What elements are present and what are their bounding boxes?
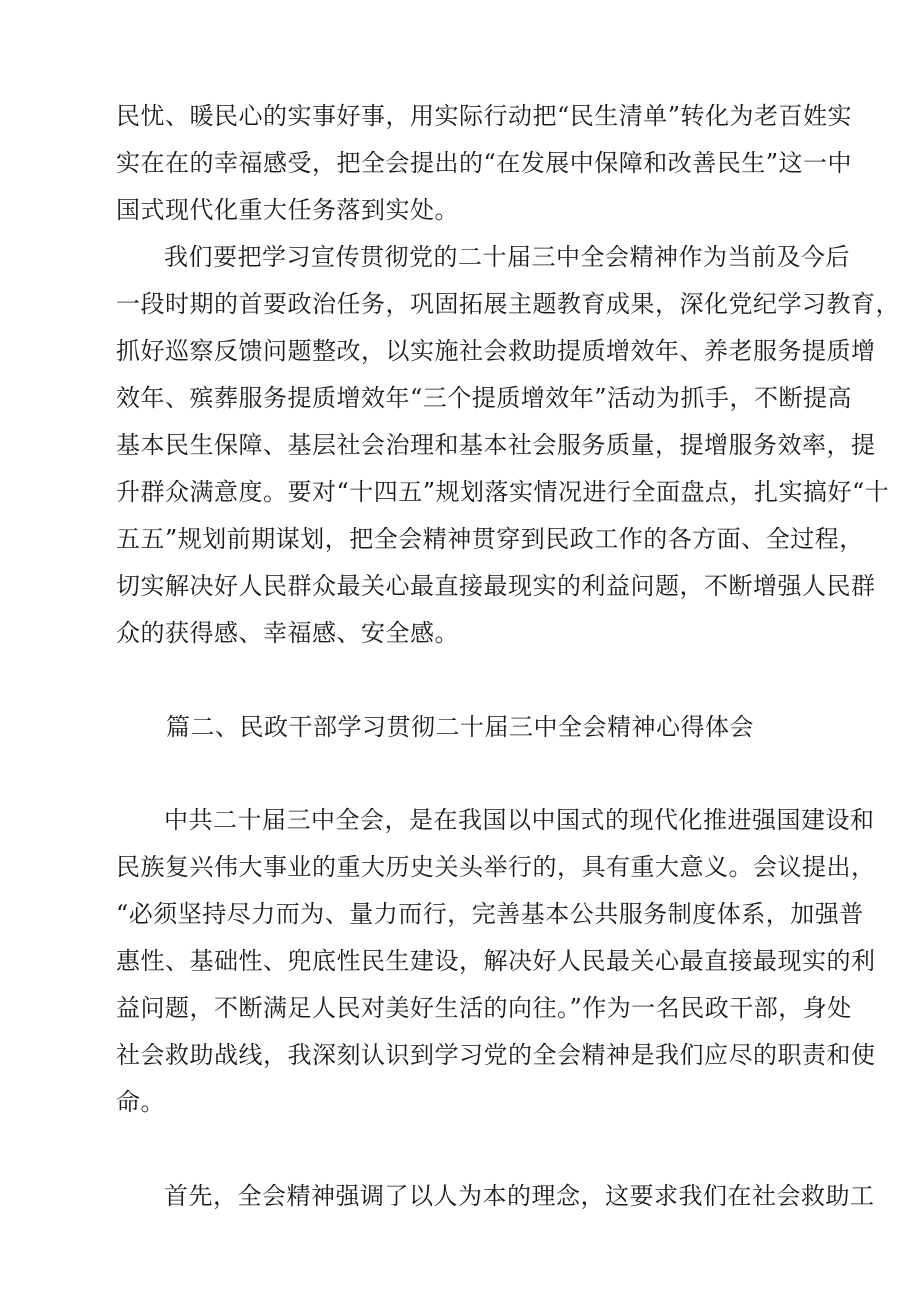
paragraph-line: 首先，全会精神强调了以人为本的理念，这要求我们在社会救助工 [164, 1182, 875, 1210]
paragraph-line: 惠性、基础性、兜底性民生建设，解决好人民最关心最直接最现实的利 [116, 947, 876, 975]
paragraph-line: 实在在的幸福感受，把全会提出的“在发展中保障和改善民生”这一中 [116, 149, 853, 177]
paragraph-line: 益问题，不断满足人民对美好生活的向往。”作为一名民政干部，身处 [116, 994, 852, 1022]
paragraph-line: 五五”规划前期谋划，把全会精神贯穿到民政工作的各方面、全过程， [116, 525, 864, 553]
paragraph-line: 抓好巡察反馈问题整改，以实施社会救助提质增效年、养老服务提质增 [116, 337, 876, 365]
paragraph-line: 民忧、暖民心的实事好事，用实际行动把“民生清单”转化为老百姓实 [116, 102, 853, 130]
paragraph-line: 升群众满意度。要对“十四五”规划落实情况进行全面盘点，扎实搞好“十 [116, 478, 890, 506]
paragraph-line: 命。 [116, 1088, 165, 1116]
paragraph-line: 民族复兴伟大事业的重大历史关头举行的，具有重大意义。会议提出， [116, 853, 876, 881]
paragraph-line: 我们要把学习宣传贯彻党的二十届三中全会精神作为当前及今后 [164, 243, 850, 271]
paragraph-line: 一段时期的首要政治任务，巩固拓展主题教育成果，深化党纪学习教育， [116, 290, 900, 318]
paragraph-line: 社会救助战线，我深刻认识到学习党的全会精神是我们应尽的职责和使 [116, 1041, 876, 1069]
section-heading: 篇二、民政干部学习贯彻二十届三中全会精神心得体会 [166, 713, 754, 741]
paragraph-line: 国式现代化重大任务落到实处。 [116, 196, 459, 224]
paragraph-line: 效年、殡葬服务提质增效年“三个提质增效年”活动为抓手，不断提高 [116, 384, 853, 412]
paragraph-line: 众的获得感、幸福感、安全感。 [116, 619, 459, 647]
paragraph-line: 中共二十届三中全会，是在我国以中国式的现代化推进强国建设和 [164, 806, 875, 834]
paragraph-line: 切实解决好人民群众最关心最直接最现实的利益问题，不断增强人民群 [116, 572, 876, 600]
paragraph-line: 基本民生保障、基层社会治理和基本社会服务质量，提增服务效率，提 [116, 431, 876, 459]
paragraph-line: “必须坚持尽力而为、量力而行，完善基本公共服务制度体系，加强普 [116, 900, 864, 928]
